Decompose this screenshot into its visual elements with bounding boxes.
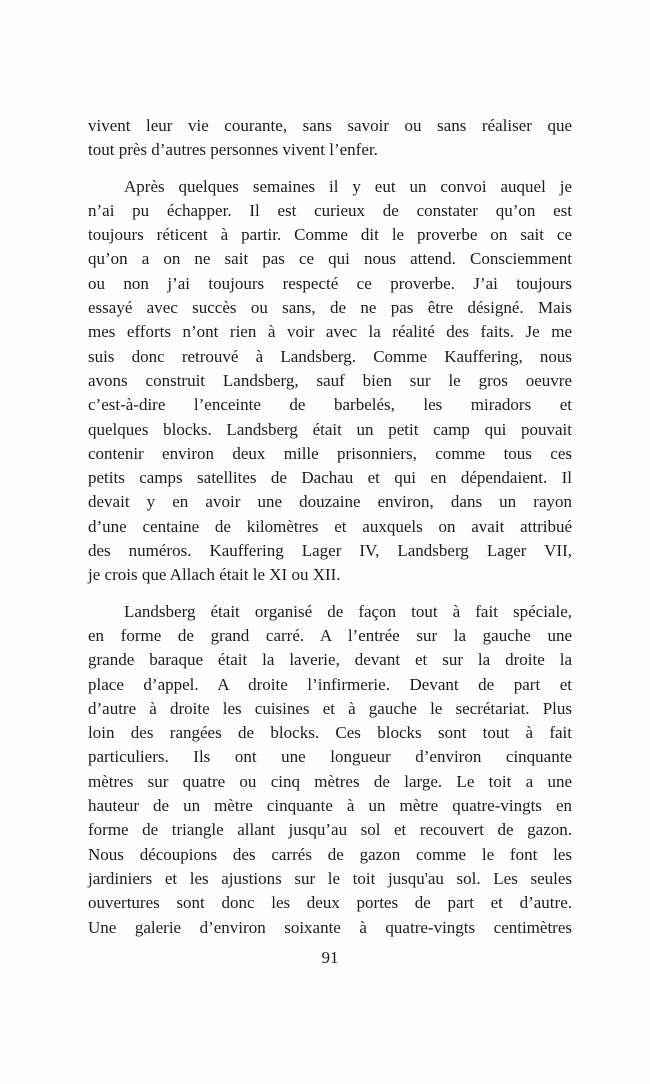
text-line: suis donc retrouvé à Landsberg. Comme Kauffering, nous: [88, 346, 572, 366]
text-line: je crois que Allach était le XI ou XII.: [88, 565, 341, 585]
text-line: place d’appel. A droite l’infirmerie. Devant de part et: [88, 674, 572, 694]
text-line: Nous découpions des carrés de gazon comme le font les: [88, 844, 572, 864]
text-line: particuliers. Ils ont une longueur d’environ cinquante: [88, 747, 572, 767]
text-line: Une galerie d’environ soixante à quatre-vingts centimètres: [88, 917, 572, 937]
text-line: forme de triangle allant jusqu’au sol et recouvert de gazon.: [88, 820, 572, 840]
paragraph: [88, 600, 572, 940]
text-line: jardiniers et les ajustions sur le toit jusqu'au sol. Les seules: [88, 868, 572, 888]
text-line: d’une centaine de kilomètres et auxquels on avait attribué: [88, 516, 572, 536]
text-line: essayé avec succès ou sans, de ne pas être désigné. Mais: [88, 298, 572, 318]
text-line: tout près d’autres personnes vivent l’enfer.: [88, 140, 378, 160]
text-line: grande baraque était la laverie, devant et sur la droite la: [88, 650, 572, 670]
text-line: devait y en avoir une douzaine environ, dans un rayon: [88, 492, 572, 512]
text-line: d’autre à droite les cuisines et à gauche le secrétariat. Plus: [88, 698, 572, 718]
text-line: Landsberg était organisé de façon tout à fait spéciale,: [124, 601, 572, 621]
text-line: loin des rangées de blocks. Ces blocks sont tout à fait: [88, 723, 572, 743]
text-line: Après quelques semaines il y eut un convoi auquel je: [124, 176, 572, 196]
text-line: avons construit Landsberg, sauf bien sur le gros oeuvre: [88, 370, 572, 390]
page-number: 91: [321, 948, 339, 967]
text-line: c’est-à-dire l’enceinte de barbelés, les miradors et: [88, 395, 572, 415]
text-line: vivent leur vie courante, sans savoir ou sans réaliser que: [88, 116, 572, 135]
text-line: qu’on a on ne sait pas ce qui nous attend. Consciemment: [88, 249, 572, 269]
paragraph: [88, 114, 572, 163]
text-line: mes efforts n’ont rien à voir avec la réalité des faits. Je me: [88, 322, 572, 342]
page-text-block: [88, 114, 572, 952]
text-line: des numéros. Kauffering Lager IV, Landsberg Lager VII,: [88, 541, 572, 561]
text-line: contenir environ deux mille prisonniers, comme tous ces: [88, 443, 572, 463]
text-line: n’ai pu échapper. Il est curieux de constater qu’on est: [88, 200, 572, 220]
text-line: ou non j’ai toujours respecté ce proverbe. J’ai toujours: [88, 273, 572, 293]
text-line: petits camps satellites de Dachau et qui en dépendaient. Il: [88, 468, 572, 488]
text-line: ouvertures sont donc les deux portes de part et d’autre.: [88, 893, 572, 913]
text-line: hauteur de un mètre cinquante à un mètre quatre-vingts en: [88, 796, 572, 816]
text-line: en forme de grand carré. A l’entrée sur la gauche une: [88, 625, 572, 645]
text-line: quelques blocks. Landsberg était un petit camp qui pouvait: [88, 419, 572, 439]
text-line: mètres sur quatre ou cinq mètres de large. Le toit a une: [88, 771, 572, 791]
paragraph: [88, 175, 572, 588]
text-line: toujours réticent à partir. Comme dit le proverbe on sait ce: [88, 225, 572, 245]
